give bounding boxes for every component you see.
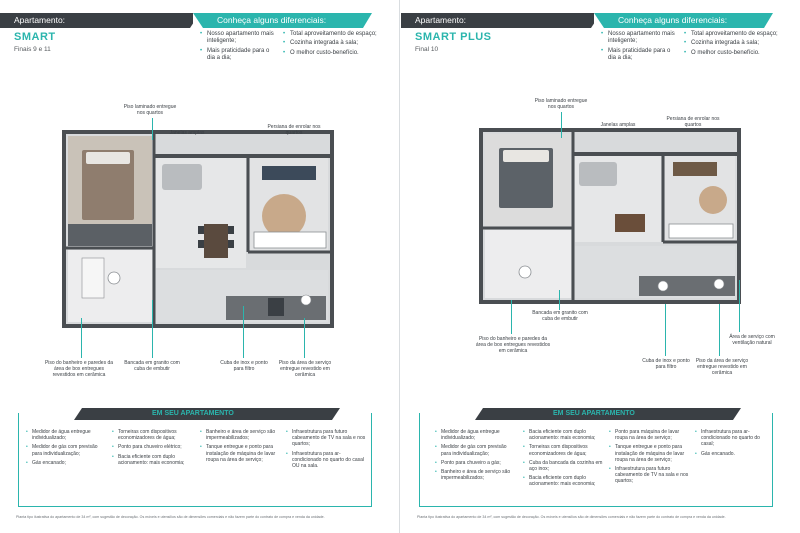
callout-service-floor: Piso da área de serviço entregue revestido em cerâmica bbox=[278, 360, 332, 378]
feature-item: • Mais praticidade para o dia a dia; bbox=[200, 48, 278, 63]
list-item: • Ponto para máquina de lavar roupa na área de serviço; bbox=[609, 429, 693, 441]
callout-service-vent: Área de serviço com ventilação natural bbox=[729, 334, 775, 346]
list-item: • Gás encanado; bbox=[26, 460, 108, 466]
in-apartment-list-2 bbox=[523, 429, 605, 491]
callout-bath-floor: Piso do banheiro e paredes da área de box entregues revestidos em cerâmica bbox=[475, 336, 551, 354]
floor-plan-smart-plus bbox=[479, 126, 741, 304]
callout-sink: Cuba de inox e ponto para filtro bbox=[642, 358, 690, 370]
list-item: • Bacia eficiente com duplo acionamento: mais economia; bbox=[523, 429, 605, 441]
apartment-label: Apartamento: bbox=[401, 13, 591, 28]
callout-laminate: Piso laminado entregue nos quartos bbox=[534, 98, 588, 110]
differentials-label: Conheça alguns diferenciais: bbox=[594, 13, 764, 28]
callout-blinds: Persiana de enrolar nos quartos bbox=[666, 116, 720, 128]
in-apartment-title: EM SEU APARTAMENTO bbox=[483, 408, 733, 420]
callout-windows: Janelas amplas bbox=[600, 122, 636, 128]
list-item: • Medidor de gás com previsão para individualização; bbox=[26, 444, 108, 456]
model-name: SMART PLUS bbox=[415, 31, 492, 43]
in-apartment-list-3 bbox=[200, 429, 284, 466]
feature-item: • Cozinha integrada à sala; bbox=[283, 40, 383, 47]
callout-blinds: Persiana de enrolar nos quartos bbox=[267, 124, 321, 136]
list-item: • Tanque entregue e ponto para instalação de máquina de lavar roupa na área de serviço; bbox=[609, 444, 693, 463]
feature-item: • Nosso apartamento mais inteligente; bbox=[200, 31, 278, 46]
list-item: • Gás encanado. bbox=[695, 451, 771, 457]
list-item: • Banheiro e área de serviço são impermeabilizados; bbox=[435, 469, 517, 481]
in-apartment-list-1 bbox=[435, 429, 517, 484]
in-apartment-list-2 bbox=[112, 429, 196, 469]
feature-item: • Nosso apartamento mais inteligente; bbox=[601, 31, 679, 46]
list-item: • Infraestrutura para ar-condicionado no quarto do casal OU na sala. bbox=[286, 451, 368, 470]
features-list-2 bbox=[283, 31, 383, 59]
list-item: • Medidor de gás com previsão para individualização; bbox=[435, 444, 517, 456]
list-item: • Infraestrutura para futuro cabeamento de TV na sala e nos quartos; bbox=[286, 429, 368, 448]
list-item: • Bacia eficiente com duplo acionamento: mais economia; bbox=[112, 454, 196, 466]
feature-item: • O melhor custo-benefício. bbox=[283, 50, 383, 57]
callout-laminate: Piso laminado entregue nos quartos bbox=[123, 104, 177, 116]
floors-label: Final 10 bbox=[415, 46, 439, 53]
in-apartment-title: EM SEU APARTAMENTO bbox=[82, 408, 332, 420]
list-item: • Infraestrutura para ar-condicionado no quarto do casal; bbox=[695, 429, 771, 448]
in-apartment-list-1 bbox=[26, 429, 108, 469]
footnote: Planta tipo ilustrativa do apartamento de 34 m², com sugestão de decoração. Os móveis e utensílios são de dimensões comerciais e não fazem parte do contrato de compra e venda da unidade. bbox=[16, 515, 325, 519]
floors-label: Finais 9 e 11 bbox=[14, 46, 51, 53]
footnote: Planta tipo ilustrativa do apartamento de 34 m², com sugestão de decoração. Os móveis e utensílios são de dimensões comerciais e não fazem parte do contrato de compra e venda da unidade. bbox=[417, 515, 726, 519]
apartment-label: Apartamento: bbox=[0, 13, 190, 28]
callout-sink: Cuba de inox e ponto para filtro bbox=[220, 360, 268, 372]
feature-item: • Total aproveitamento de espaço; bbox=[283, 31, 383, 38]
callout-windows: Janelas amplas bbox=[169, 130, 205, 136]
floor-plan-smart bbox=[62, 128, 334, 328]
callout-bath-floor: Piso do banheiro e paredes da área de box entregues revestidos em cerâmica bbox=[44, 360, 114, 378]
model-name: SMART bbox=[14, 31, 56, 43]
callout-service-floor: Piso da área de serviço entregue revestido em cerâmica bbox=[695, 358, 749, 376]
in-apartment-list-4 bbox=[695, 429, 771, 460]
features-list-1 bbox=[601, 31, 679, 65]
callout-counter: Bancada em granito com cuba de embutir bbox=[124, 360, 180, 372]
in-apartment-list-3 bbox=[609, 429, 693, 488]
feature-item: • Total aproveitamento de espaço; bbox=[684, 31, 784, 38]
feature-item: • Cozinha integrada à sala; bbox=[684, 40, 784, 47]
callout-counter: Bancada em granito com cuba de embutir bbox=[532, 310, 588, 322]
feature-item: • Mais praticidade para o dia a dia; bbox=[601, 48, 679, 63]
list-item: • Infraestrutura para futuro cabeamento de TV na sala e nos quartos; bbox=[609, 466, 693, 485]
list-item: • Medidor de água entregue individualizado; bbox=[435, 429, 517, 441]
list-item: • Torneiras com dispositivos economizadores de água; bbox=[523, 444, 605, 456]
features-list-2 bbox=[684, 31, 784, 59]
list-item: • Tanque entregue e ponto para instalação de máquina de lavar roupa na área de serviço; bbox=[200, 444, 284, 463]
differentials-label: Conheça alguns diferenciais: bbox=[193, 13, 363, 28]
list-item: • Banheiro e área de serviço são impermeabilizados; bbox=[200, 429, 284, 441]
list-item: • Ponto para chuveiro elétrico; bbox=[112, 444, 196, 450]
list-item: • Cuba da bancada da cozinha em aço inox; bbox=[523, 460, 605, 472]
list-item: • Medidor de água entregue individualizado; bbox=[26, 429, 108, 441]
in-apartment-list-4 bbox=[286, 429, 368, 472]
list-item: • Torneiras com dispositivos economizadores de água; bbox=[112, 429, 196, 441]
features-list-1 bbox=[200, 31, 278, 65]
right-page bbox=[401, 0, 800, 533]
list-item: • Ponto para chuveiro a gás; bbox=[435, 460, 517, 466]
list-item: • Bacia eficiente com duplo acionamento: mais economia; bbox=[523, 475, 605, 487]
feature-item: • O melhor custo-benefício. bbox=[684, 50, 784, 57]
